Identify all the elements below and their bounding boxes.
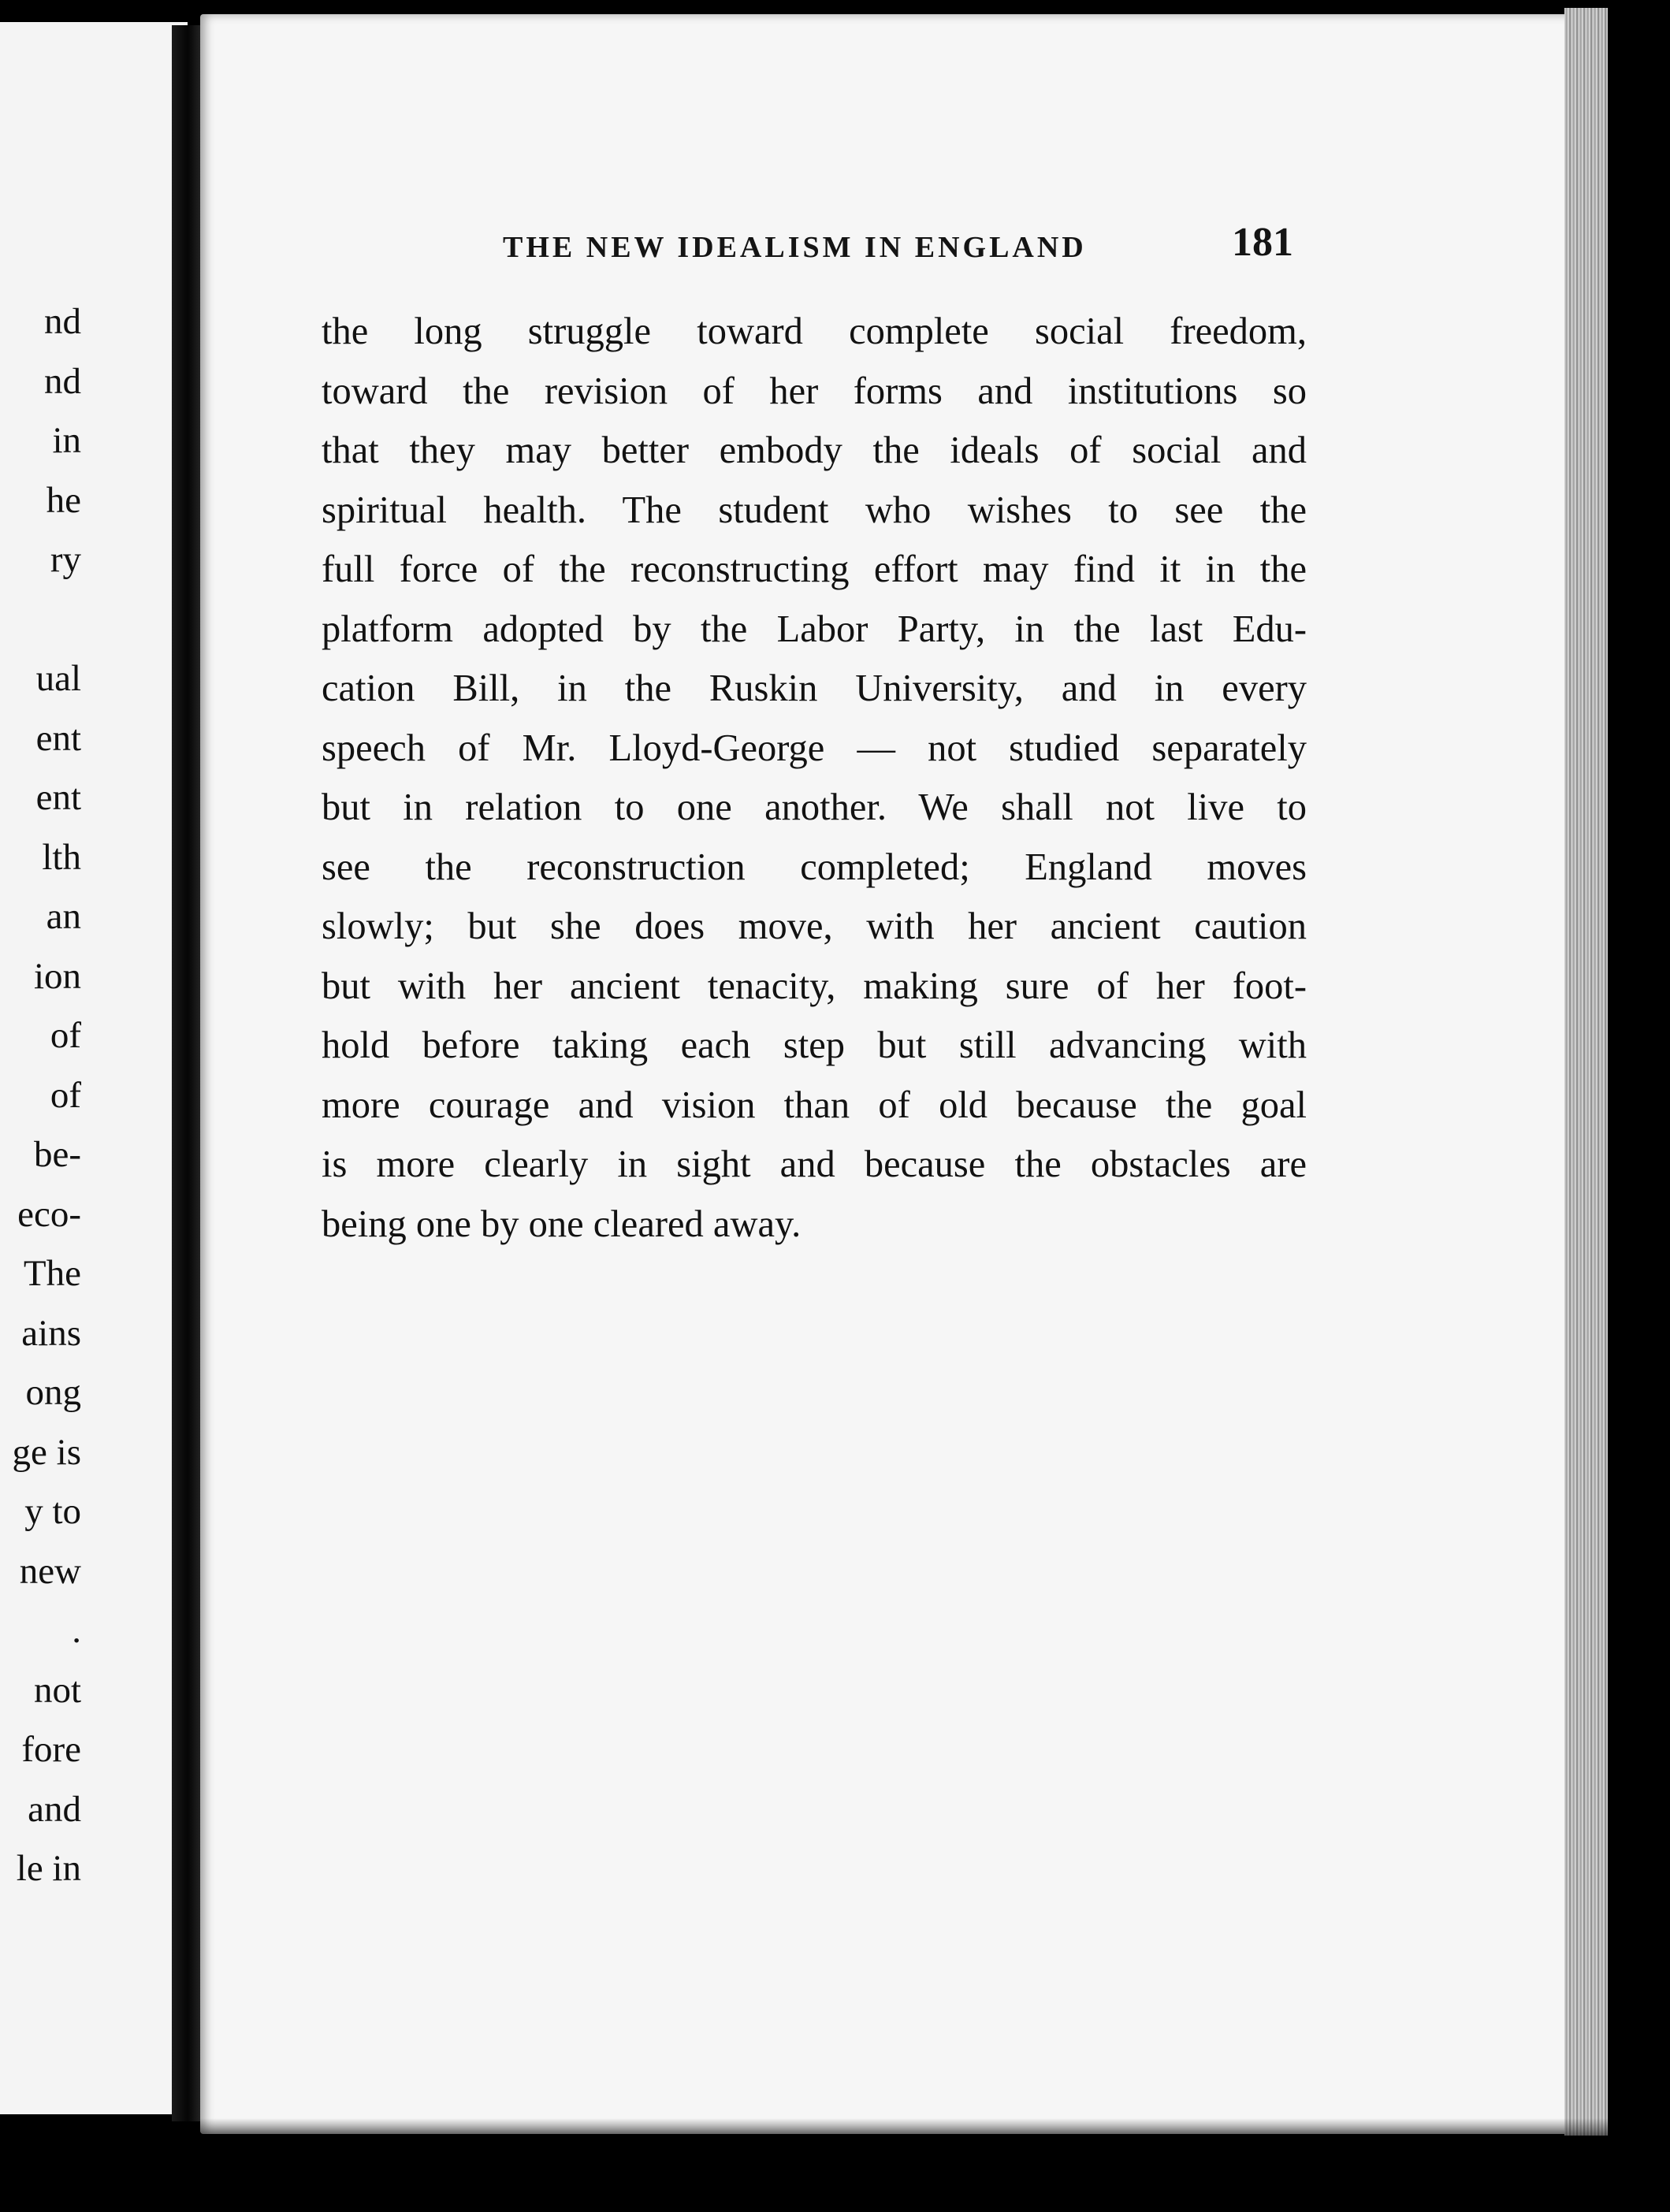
previous-page-text-fragment: in	[52, 420, 81, 461]
text-line: slowly; but she does move, with her ancient caution	[322, 905, 1307, 947]
body-paragraph	[322, 302, 1307, 1254]
previous-page-text-fragment: not	[33, 1669, 81, 1711]
previous-page-text-fragment: of	[50, 1074, 81, 1116]
text-line: see the reconstruction completed; England moves	[322, 846, 1307, 888]
previous-page-text-fragment: ent	[35, 717, 81, 759]
previous-page-text-fragment: nd	[44, 360, 81, 402]
text-line: the long struggle toward complete social freedom,	[322, 310, 1307, 352]
text-line: but with her ancient tenacity, making sure of her foot-	[322, 965, 1307, 1007]
previous-page-text-fragment: ge is	[12, 1431, 81, 1473]
previous-page-text-fragment: .	[72, 1610, 81, 1651]
previous-page-text-fragment: nd	[44, 301, 81, 342]
text-line: being one by one cleared away.	[322, 1203, 802, 1245]
previous-page-text-fragment: ains	[21, 1312, 81, 1354]
text-line: hold before taking each step but still advancing with	[322, 1024, 1307, 1066]
previous-page-text-fragment: an	[46, 896, 81, 937]
text-line: cation Bill, in the Ruskin University, and in every	[322, 667, 1307, 709]
text-line: platform adopted by the Labor Party, in the last Edu-	[322, 608, 1307, 650]
text-line: that they may better embody the ideals of social and	[322, 429, 1307, 471]
previous-page-text-fragment: ion	[33, 955, 81, 997]
page-bottom-shadow	[200, 2118, 1619, 2150]
previous-page-text-fragment: he	[46, 479, 81, 521]
previous-page-text-fragment: ry	[50, 539, 81, 580]
text-line: spiritual health. The student who wishes to see the	[322, 489, 1307, 531]
previous-page-text-fragment: and	[28, 1788, 81, 1830]
page-number: 181	[1232, 220, 1293, 265]
previous-page-text-fragment: of	[50, 1015, 81, 1056]
previous-page-text-fragment: eco-	[17, 1193, 81, 1235]
text-line: more courage and vision than of old because the goal	[322, 1084, 1307, 1126]
previous-page-fragment	[0, 22, 188, 2114]
previous-page-text-fragment: The	[23, 1253, 81, 1294]
text-line: is more clearly in sight and because the obstacles are	[322, 1143, 1307, 1185]
previous-page-text-fragment: ent	[35, 777, 81, 818]
running-head: THE NEW IDEALISM IN ENGLAND	[503, 231, 1087, 264]
previous-page-text-fragment: be-	[33, 1134, 81, 1175]
scan-border-right	[1608, 0, 1670, 2212]
text-line: toward the revision of her forms and institutions so	[322, 370, 1307, 412]
previous-page-text-fragment: ong	[25, 1372, 81, 1413]
previous-page-text-fragment: le in	[16, 1848, 81, 1889]
previous-page-text-fragment: ual	[35, 658, 81, 699]
text-line: but in relation to one another. We shall not live to	[322, 786, 1307, 828]
text-line: full force of the reconstructing effort may find it in the	[322, 548, 1307, 590]
previous-page-text-fragment: lth	[42, 836, 81, 878]
previous-page-text-fragment: new	[19, 1550, 81, 1592]
previous-page-text-fragment: y to	[24, 1491, 81, 1532]
text-line: speech of Mr. Lloyd-George — not studied separately	[322, 727, 1307, 769]
previous-page-text-fragment: fore	[21, 1729, 81, 1770]
